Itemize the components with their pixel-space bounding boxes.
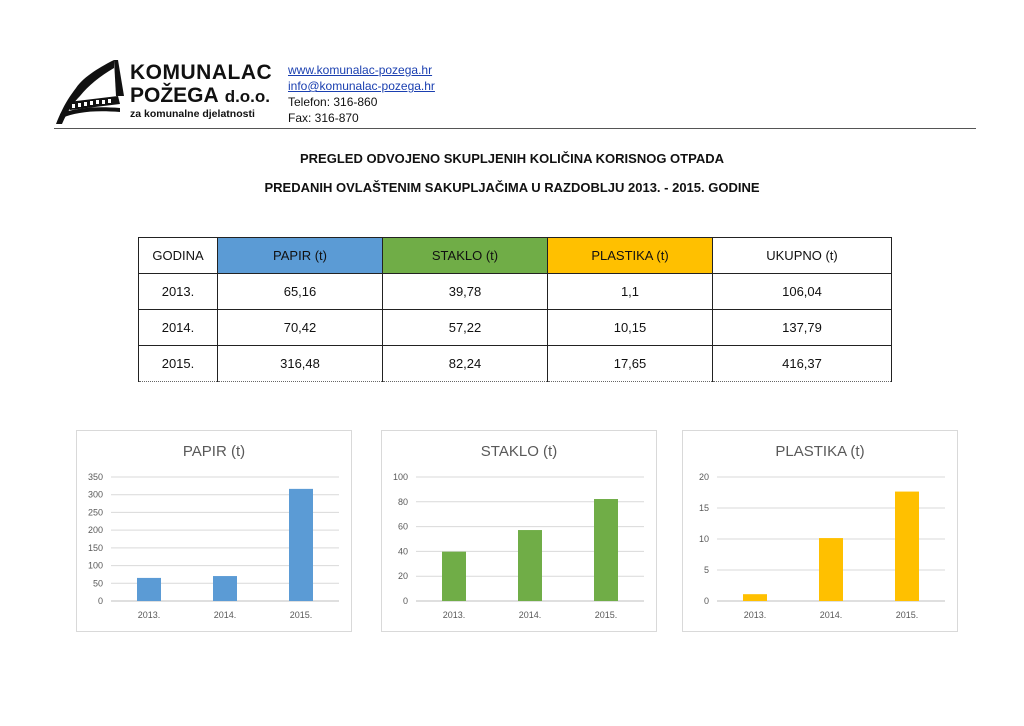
plastika-chart: [682, 430, 958, 632]
website-link[interactable]: www.komunalac-pozega.hr: [288, 63, 433, 77]
papir-chart-title: PAPIR (t): [182, 443, 246, 460]
staklo-bar-2014: [518, 530, 542, 601]
email-link[interactable]: info@komunalac-pozega.hr: [288, 79, 435, 93]
plastika-bar-2014: [819, 538, 843, 601]
x-tick-label: 2015.: [594, 610, 618, 620]
x-tick-label: 2013.: [743, 610, 767, 620]
document-title-line1: PREGLED ODVOJENO SKUPLJENIH KOLIČINA KORISNOG OTPADA: [300, 151, 724, 166]
table-header-row: [139, 238, 892, 274]
company-name-line2: [130, 85, 272, 108]
company-logo-icon: [54, 58, 130, 126]
fax-text: Fax: 316-870: [288, 111, 359, 125]
header-divider: [54, 128, 976, 129]
y-tick-label: 350: [87, 472, 103, 482]
y-tick-label: 0: [703, 596, 709, 606]
company-name: [130, 62, 272, 121]
contact-block: [288, 62, 435, 126]
y-tick-label: 300: [87, 489, 103, 500]
x-tick-label: 2014.: [819, 610, 843, 620]
y-tick-label: 60: [397, 521, 408, 532]
header-papir: PAPIR (t): [218, 238, 383, 274]
table-row: [139, 346, 892, 382]
company-suffix: d.o.o.: [224, 87, 271, 106]
letterhead: [54, 58, 976, 128]
cell-ukupno: 137,79: [713, 310, 892, 346]
staklo-bar-2013: [442, 552, 466, 601]
y-tick-label: 20: [698, 472, 709, 482]
y-tick-label: 250: [87, 507, 103, 518]
cell-godina: 2015.: [139, 346, 218, 382]
y-tick-label: 40: [397, 546, 408, 557]
y-tick-label: 100: [87, 560, 103, 571]
cell-plastika: 17,65: [548, 346, 713, 382]
y-tick-label: 0: [97, 596, 103, 606]
y-tick-label: 150: [87, 542, 103, 553]
papir-chart: [76, 430, 352, 632]
phone-text: Telefon: 316-860: [288, 95, 378, 109]
document-title-line2: PREDANIH OVLAŠTENIM SAKUPLJAČIMA U RAZDOBLJU 2013. - 2015. GODINE: [264, 180, 760, 195]
cell-papir: 316,48: [218, 346, 383, 382]
x-tick-label: 2015.: [895, 610, 919, 620]
cell-papir: 70,42: [218, 310, 383, 346]
cell-godina: 2014.: [139, 310, 218, 346]
papir-bar-2014: [213, 576, 237, 601]
cell-godina: 2013.: [139, 274, 218, 310]
cell-papir: 65,16: [218, 274, 383, 310]
plastika-bar-2013: [743, 594, 767, 601]
x-tick-label: 2014.: [518, 610, 542, 620]
cell-ukupno: 416,37: [713, 346, 892, 382]
header-plastika: PLASTIKA (t): [548, 238, 713, 274]
waste-quantity-table: [138, 237, 892, 382]
header-staklo: STAKLO (t): [383, 238, 548, 274]
cell-staklo: 82,24: [383, 346, 548, 382]
y-tick-label: 15: [698, 503, 709, 513]
y-tick-label: 10: [698, 534, 709, 544]
plastika-bar-2015: [895, 492, 919, 601]
cell-plastika: 1,1: [548, 274, 713, 310]
papir-bar-2013: [137, 578, 161, 601]
cell-ukupno: 106,04: [713, 274, 892, 310]
x-tick-label: 2015.: [289, 610, 313, 620]
plastika-chart-svg: [683, 431, 957, 631]
cell-plastika: 10,15: [548, 310, 713, 346]
staklo-chart-svg: [382, 431, 656, 631]
papir-bar-2015: [289, 489, 313, 601]
company-name-line1: KOMUNALAC: [130, 61, 273, 84]
header-godina: GODINA: [139, 238, 218, 274]
table-row: [139, 310, 892, 346]
staklo-chart: [381, 430, 657, 632]
y-tick-label: 200: [87, 525, 103, 536]
x-tick-label: 2013.: [442, 610, 466, 620]
cell-staklo: 39,78: [383, 274, 548, 310]
y-tick-label: 100: [392, 472, 408, 482]
x-tick-label: 2014.: [213, 610, 237, 620]
y-tick-label: 20: [397, 571, 408, 582]
x-tick-label: 2013.: [137, 610, 161, 620]
plastika-chart-title: PLASTIKA (t): [775, 443, 865, 460]
y-tick-label: 50: [92, 578, 103, 589]
company-city: POŽEGA: [130, 84, 219, 107]
y-tick-label: 80: [397, 496, 408, 507]
y-tick-label: 5: [703, 565, 709, 575]
company-tagline: za komunalne djelatnosti: [130, 108, 255, 120]
table-row: [139, 274, 892, 310]
cell-staklo: 57,22: [383, 310, 548, 346]
staklo-chart-title: STAKLO (t): [480, 443, 558, 460]
header-ukupno: UKUPNO (t): [713, 238, 892, 274]
y-tick-label: 0: [402, 596, 408, 606]
staklo-bar-2015: [594, 499, 618, 601]
papir-chart-svg: [77, 431, 351, 631]
